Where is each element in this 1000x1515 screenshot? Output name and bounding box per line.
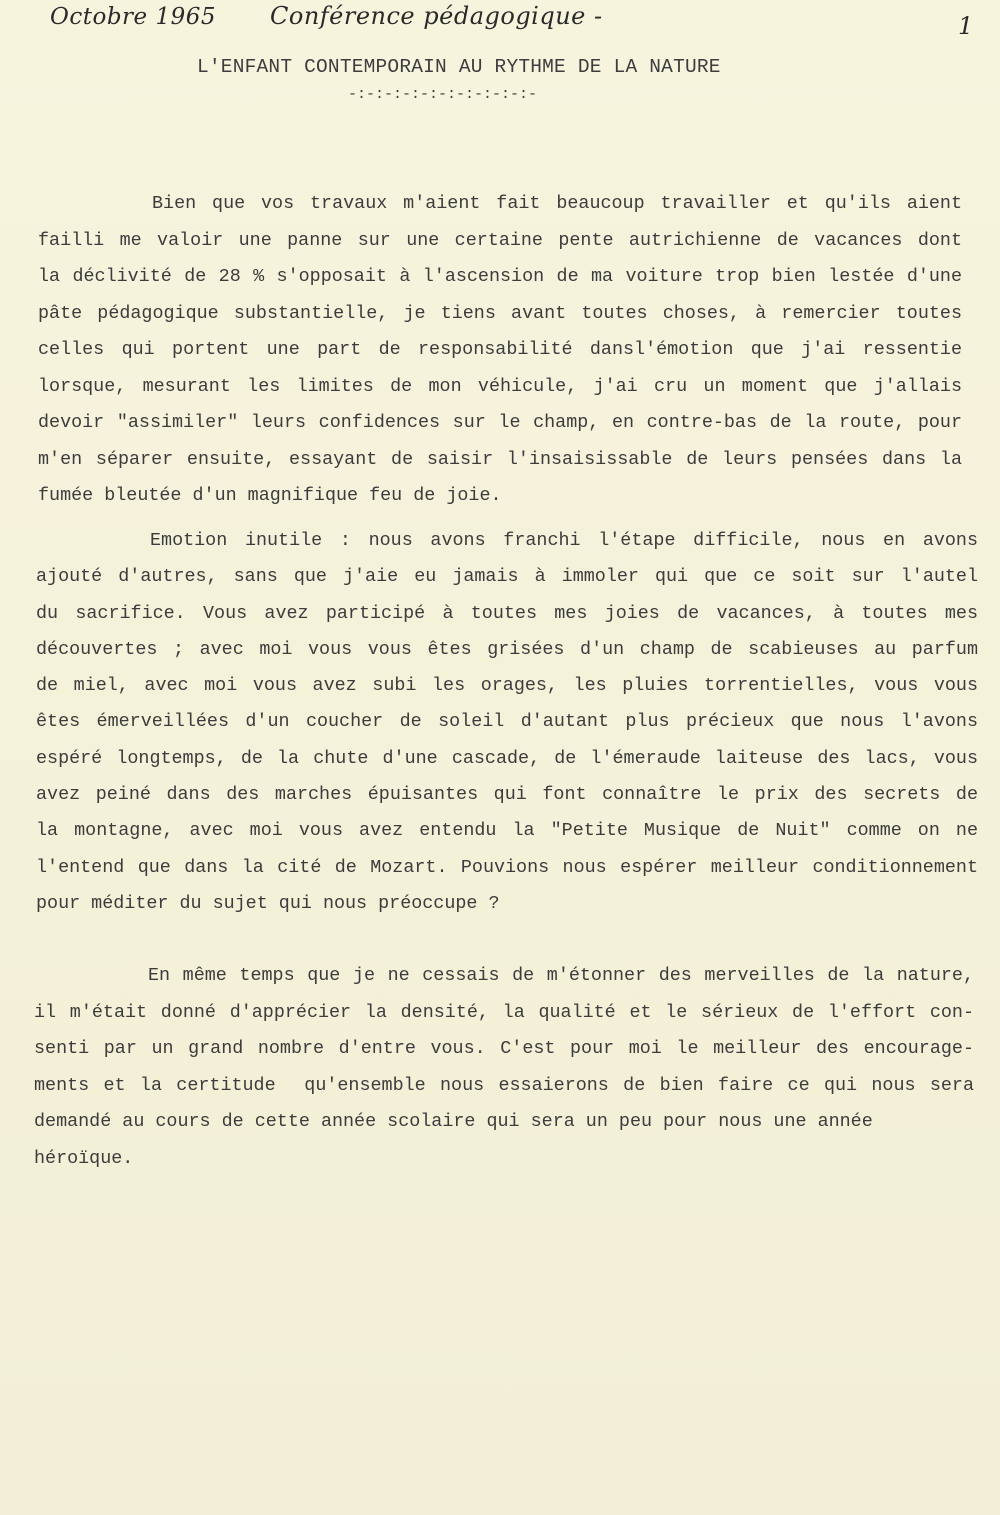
text-line: héroïque. [34,1147,134,1169]
text-line: pour méditer du sujet qui nous préoccupe ? [36,892,500,914]
text-line: êtes émerveillées d'un coucher de soleil d'autant plus précieux que nous l'avons [36,711,978,733]
text-line: espéré longtemps, de la chute d'une cascade, de l'émeraude laiteuse des lacs, vous [36,747,978,769]
paragraph-1 [38,186,962,515]
document-title: L'ENFANT CONTEMPORAIN AU RYTHME DE LA NATURE [197,56,721,78]
text-line: pâte pédagogique substantielle, je tiens avant toutes choses, à remercier toutes [38,302,962,324]
paragraph-2 [36,523,978,922]
text-line: celles qui portent une part de responsabilité dansl'émotion que j'ai ressentie [38,339,962,360]
text-line: du sacrifice. Vous avez participé à toutes mes joies de vacances, à toutes mes [36,602,978,624]
handwritten-heading: Conférence pédagogique - [270,2,603,30]
text-line: Bien que vos travaux m'aient fait beaucoup travailler et qu'ils aient [152,193,962,214]
text-line: lorsque, mesurant les limites de mon véhicule, j'ai cru un moment que j'allais [38,375,962,397]
text-line: m'en séparer ensuite, essayant de saisir l'insaisissable de leurs pensées dans la [38,448,962,470]
text-line: il m'était donné d'apprécier la densité, la qualité et le sérieux de l'effort con- [34,1001,974,1023]
text-line: failli me valoir une panne sur une certaine pente autrichienne de vacances dont [38,229,962,251]
text-line: ments et la certitude qu'ensemble nous essaierons de bien faire ce qui nous sera [34,1074,974,1096]
paragraph-3 [34,958,974,1177]
text-line: la montagne, avec moi vous avez entendu la "Petite Musique de Nuit" comme on ne [36,820,978,842]
handwritten-date: Octobre 1965 [50,4,217,30]
text-line: avez peiné dans des marches épuisantes qui font connaître le prix des secrets de [36,784,978,806]
text-line: fumée bleutée d'un magnifique feu de joie. [38,485,502,506]
text-line: demandé au cours de cette année scolaire qui sera un peu pour nous une année [34,1111,873,1132]
text-line: découvertes ; avec moi vous vous êtes grisées d'un champ de scabieuses au parfum [36,638,978,660]
title-separator: -:-:-:-:-:-:-:-:-:-:- [348,86,538,103]
text-line: ajouté d'autres, sans que j'aie eu jamais à immoler qui que ce soit sur l'autel [36,566,978,588]
text-line: de miel, avec moi vous avez subi les orages, les pluies torrentielles, vous vous [36,675,978,697]
text-line: En même temps que je ne cessais de m'étonner des merveilles de la nature, [148,965,974,986]
text-line: senti par un grand nombre d'entre vous. C'est pour moi le meilleur des encourage- [34,1038,974,1059]
text-line: la déclivité de 28 % s'opposait à l'ascension de ma voiture trop bien lestée d'une [38,266,962,287]
text-line: Emotion inutile : nous avons franchi l'étape difficile, nous en avons [150,530,978,551]
text-line: l'entend que dans la cité de Mozart. Pouvions nous espérer meilleur conditionnement [36,856,978,878]
page-number: 1 [958,12,974,40]
text-line: devoir "assimiler" leurs confidences sur le champ, en contre-bas de la route, pour [38,412,962,433]
